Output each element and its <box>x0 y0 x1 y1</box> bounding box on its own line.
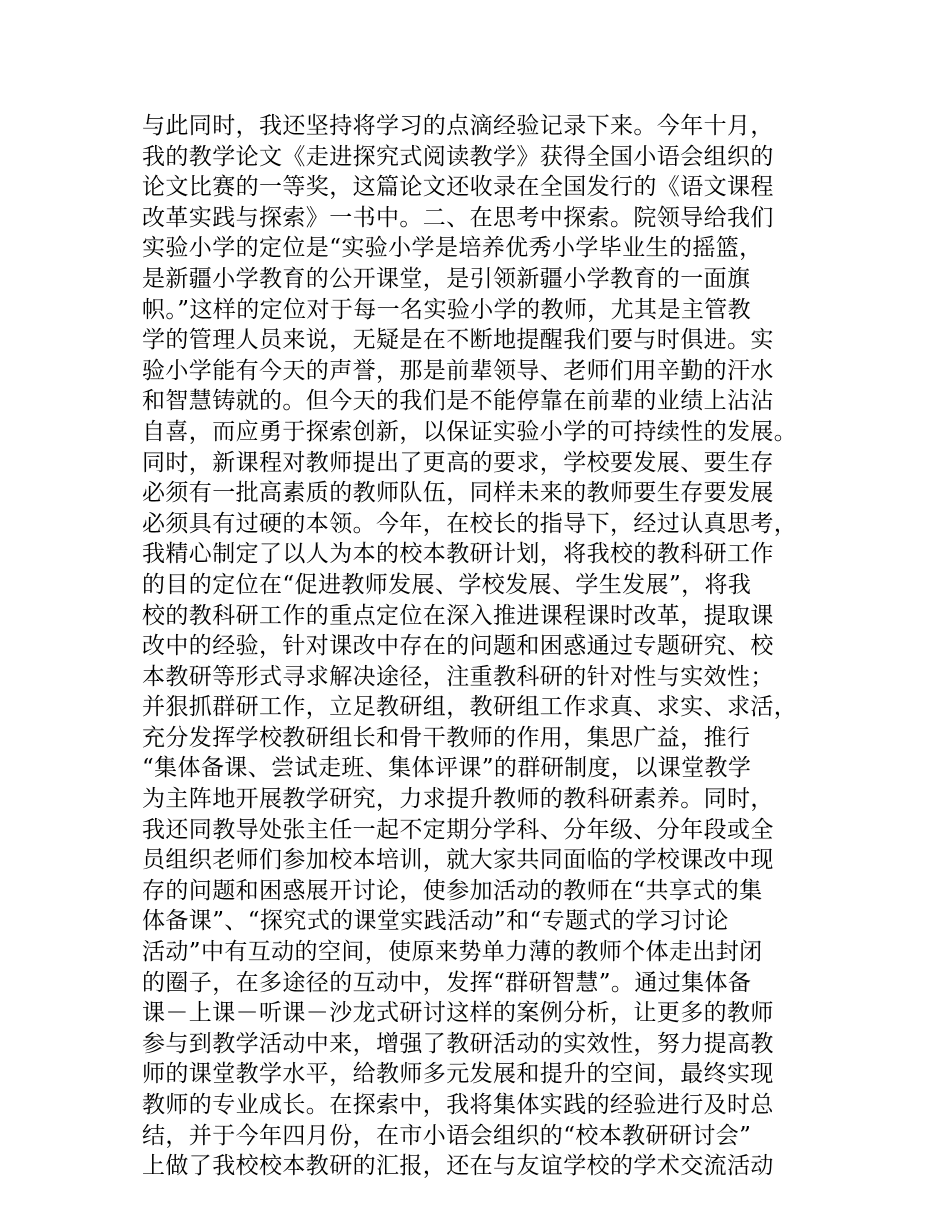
text-line: 我精心制定了以人为本的校本教研计划，将我校的教科研工作 <box>142 541 774 568</box>
text-line: 必须有一批高素质的教师队伍，同样未来的教师要生存要发展 <box>142 480 774 507</box>
text-line: 帜。”这样的定位对于每一名实验小学的教师，尤其是主管教 <box>142 296 752 323</box>
text-line: 存的问题和困惑展开讨论，使参加活动的教师在“共享式的集 <box>142 877 763 904</box>
text-line: 验小学能有今天的声誉，那是前辈领导、老师们用辛勤的汗水 <box>142 357 774 384</box>
text-line: 并狠抓群研工作，立足教研组，教研组工作求真、求实、求活， <box>142 694 798 721</box>
text-line: 的圈子，在多途径的互动中，发挥“群研智慧”。通过集体备 <box>142 969 752 996</box>
text-line: 实验小学的定位是“实验小学是培养优秀小学毕业生的摇篮， <box>142 235 763 262</box>
text-line: 自喜，而应勇于探索创新，以保证实验小学的可持续性的发展。 <box>142 418 798 445</box>
text-line: 结，并于今年四月份，在市小语会组织的“校本教研研讨会” <box>142 1122 752 1149</box>
text-line: 上做了我校校本教研的汇报，还在与友谊学校的学术交流活动 <box>142 1153 774 1180</box>
text-line: 校的教科研工作的重点定位在深入推进课程课时改革，提取课 <box>142 602 774 629</box>
text-line: 改革实践与探索》一书中。二、在思考中探索。院领导给我们 <box>142 204 774 231</box>
text-line: 课－上课－听课－沙龙式研讨这样的案例分析，让更多的教师 <box>142 1000 774 1027</box>
text-line: 学的管理人员来说，无疑是在不断地提醒我们要与时俱进。实 <box>142 327 774 354</box>
text-line: 是新疆小学教育的公开课堂，是引领新疆小学教育的一面旗 <box>142 265 751 292</box>
body-text <box>142 111 822 1182</box>
text-line: 论文比赛的一等奖，这篇论文还收录在全国发行的《语文课程 <box>142 174 774 201</box>
text-line: 教师的专业成长。在探索中，我将集体实践的经验进行及时总 <box>142 1092 774 1118</box>
text-line: 同时，新课程对教师提出了更高的要求，学校要发展、要生存 <box>142 449 774 476</box>
text-line: 与此同时，我还坚持将学习的点滴经验记录下来。今年十月， <box>142 113 774 139</box>
text-line: 和智慧铸就的。但今天的我们是不能停靠在前辈的业绩上沾沾 <box>142 388 774 415</box>
text-line: 改中的经验，针对课改中存在的问题和困惑通过专题研究、校 <box>142 633 774 660</box>
text-line: 我还同教导处张主任一起不定期分学科、分年级、分年段或全 <box>142 816 774 843</box>
text-line: 本教研等形式寻求解决途径，注重教科研的针对性与实效性； <box>142 663 774 690</box>
text-line: 的目的定位在“促进教师发展、学校发展、学生发展”，将我 <box>142 571 752 598</box>
text-line: 我的教学论文《走进探究式阅读教学》获得全国小语会组织的 <box>142 143 774 170</box>
text-line: 必须具有过硬的本领。今年，在校长的指导下，经过认真思考， <box>142 510 798 537</box>
text-line: 活动”中有互动的空间，使原来势单力薄的教师个体走出封闭 <box>142 939 763 966</box>
text-line: 师的课堂教学水平，给教师多元发展和提升的空间，最终实现 <box>142 1061 774 1088</box>
text-line: 充分发挥学校教研组长和骨干教师的作用，集思广益，推行 <box>142 724 751 751</box>
text-line: 员组织老师们参加校本培训，就大家共同面临的学校课改中现 <box>142 847 774 874</box>
text-line: “集体备课、尝试走班、集体评课”的群研制度，以课堂教学 <box>142 755 752 782</box>
text-line: 参与到教学活动中来，增强了教研活动的实效性，努力提高教 <box>142 1030 774 1057</box>
text-line: 体备课”、“探究式的课堂实践活动”和“专题式的学习讨论 <box>142 908 729 935</box>
text-line: 为主阵地开展教学研究，力求提升教师的教科研素养。同时， <box>142 786 774 813</box>
